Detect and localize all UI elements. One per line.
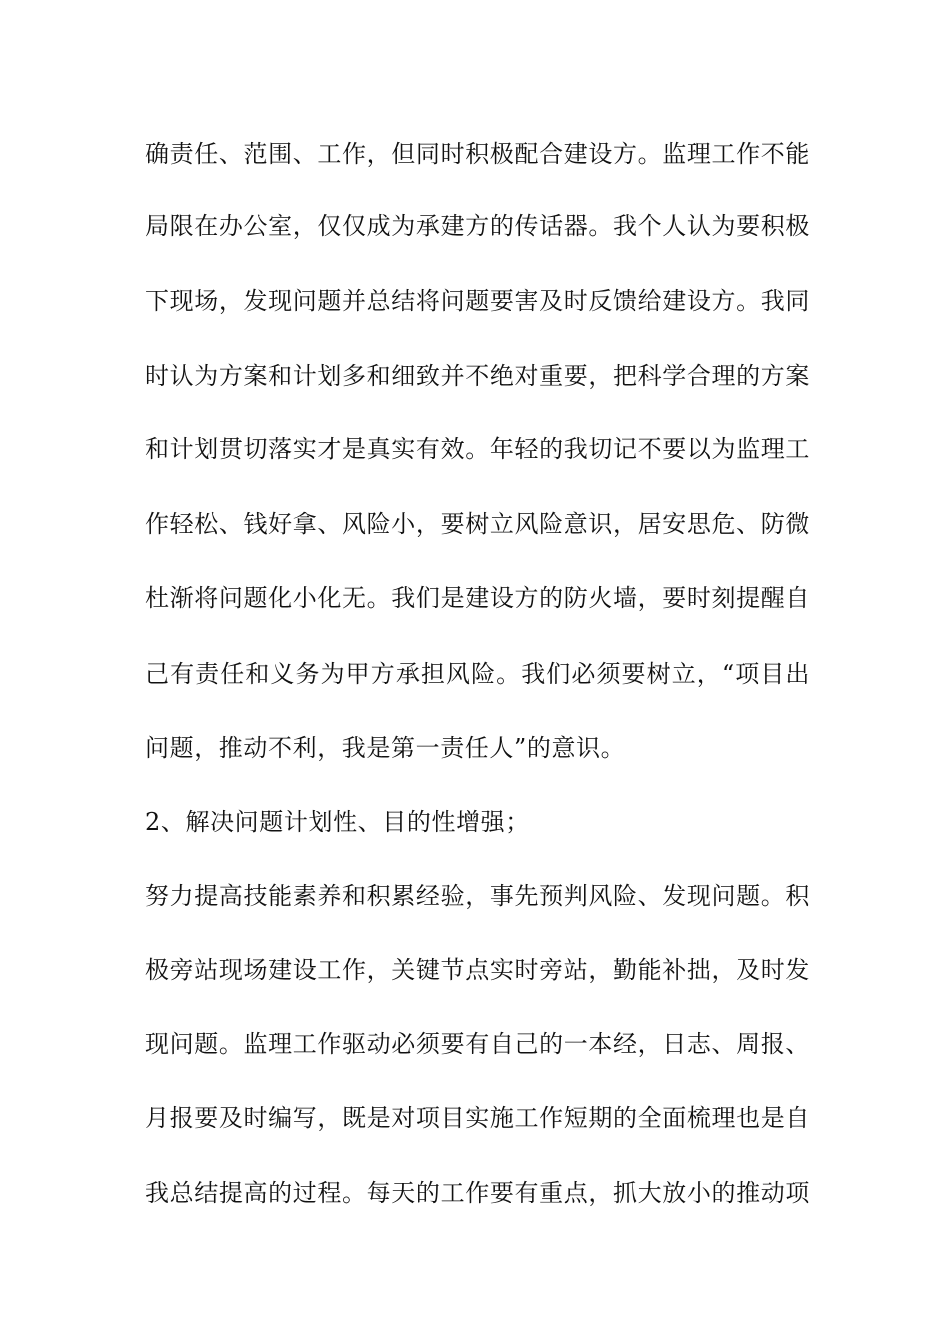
text-line: 极旁站现场建设工作，关键节点实时旁站，勤能补拙，及时发 xyxy=(145,956,810,984)
text-line: 局限在办公室，仅仅成为承建方的传话器。我个人认为要积极 xyxy=(145,212,810,240)
text-line: 时认为方案和计划多和细致并不绝对重要，把科学合理的方案 xyxy=(145,362,810,390)
text-line: 下现场，发现问题并总结将问题要害及时反馈给建设方。我同 xyxy=(145,287,810,315)
section-heading: 2、解决问题计划性、目的性增强； xyxy=(145,808,530,836)
text-line: 杜渐将问题化小化无。我们是建设方的防火墙，要时刻提醒自 xyxy=(145,584,810,612)
text-line: 努力提高技能素养和积累经验，事先预判风险、发现问题。积 xyxy=(145,882,810,910)
text-line: 月报要及时编写，既是对项目实施工作短期的全面梳理也是自 xyxy=(145,1104,810,1132)
text-line: 确责任、范围、工作，但同时积极配合建设方。监理工作不能 xyxy=(145,140,810,168)
text-line: 作轻松、钱好拿、风险小，要树立风险意识，居安思危、防微 xyxy=(145,510,810,538)
text-line: 现问题。监理工作驱动必须要有自己的一本经，日志、周报、 xyxy=(145,1030,810,1058)
paragraph-last-line: 问题，推动不利，我是第一责任人”的意识。 xyxy=(145,734,626,762)
text-line: 己有责任和义务为甲方承担风险。我们必须要树立，“项目出 xyxy=(145,660,810,688)
text-line: 和计划贯切落实才是真实有效。年轻的我切记不要以为监理工 xyxy=(145,435,810,463)
text-line: 我总结提高的过程。每天的工作要有重点，抓大放小的推动项 xyxy=(145,1179,810,1207)
